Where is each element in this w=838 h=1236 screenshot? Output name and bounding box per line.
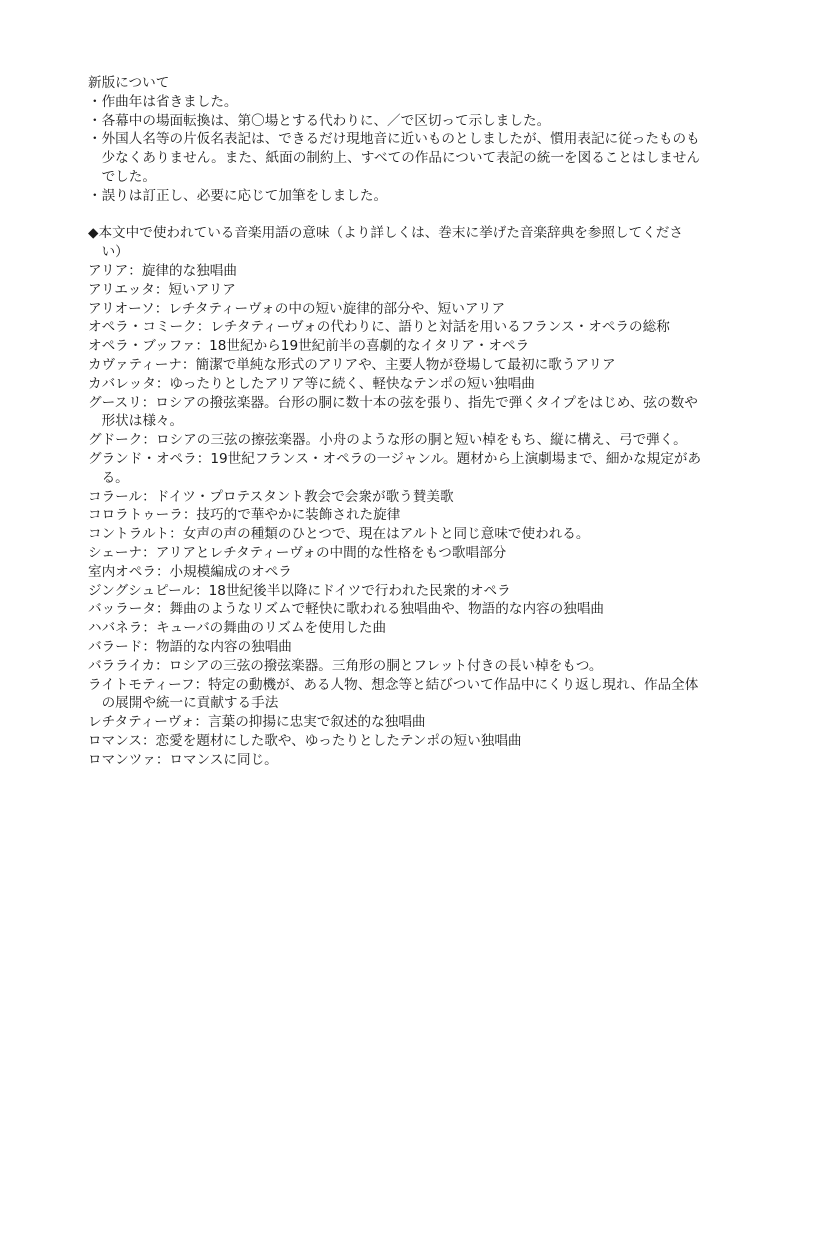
glossary-entry: グランド・オペラ：19世紀フランス・オペラの一ジャンル。題材から上演劇場まで、細かな規定がある。 — [88, 450, 702, 486]
document-page — [88, 74, 703, 769]
glossary-entry: バッラータ：舞曲のようなリズムで軽快に歌われる独唱曲や、物語的な内容の独唱曲 — [88, 601, 605, 618]
glossary-entry: ロマンツァ：ロマンスに同じ。 — [88, 751, 278, 768]
glossary-entry: グドーク：ロシアの三弦の擦弦楽器。小舟のような形の胴と短い棹をもち、縦に構え、弓で弾く。 — [88, 432, 687, 449]
glossary-entry: シェーナ：アリアとレチタティーヴォの中間的な性格をもつ歌唱部分 — [88, 544, 507, 561]
section-spacer — [88, 206, 703, 225]
glossary-entry: 室内オペラ：小規模編成のオペラ — [88, 563, 292, 580]
glossary-entry: ライトモティーフ：特定の動機が、ある人物、想念等と結びついて作品中にくり返し現れ、作品全体の展開や統一に貢献する手法 — [88, 676, 699, 712]
glossary-entry: コロラトゥーラ：技巧的で華やかに装飾された旋律 — [88, 507, 401, 524]
glossary-entry: ロマンス：恋愛を題材にした歌や、ゆったりとしたテンポの短い独唱曲 — [88, 732, 522, 749]
glossary-list — [88, 262, 703, 770]
glossary-entry: オペラ・コミーク：レチタティーヴォの代わりに、語りと対話を用いるフランス・オペラの総称 — [88, 319, 670, 336]
glossary-entry: レチタティーヴォ：言葉の抑揚に忠実で叙述的な独唱曲 — [88, 714, 426, 731]
list-item: ・各幕中の場面転換は、第〇場とする代わりに、／で区切って示しました。 — [88, 112, 551, 129]
list-item: ・外国人名等の片仮名表記は、できるだけ現地音に近いものとしましたが、慣用表記に従ったものも少なくありません。また、紙面の制約上、すべての作品について表記の統一を図ることはしませんでした。 — [88, 131, 700, 185]
glossary-entry: アリオーソ：レチタティーヴォの中の短い旋律的部分や、短いアリア — [88, 300, 506, 317]
glossary-entry: ジングシュピール：18世紀後半以降にドイツで行われた民衆的オペラ — [88, 582, 511, 599]
notes-list — [88, 93, 703, 206]
list-item: ・作曲年は省きました。 — [88, 93, 238, 110]
glossary-entry: オペラ・ブッファ：18世紀から19世紀前半の喜劇的なイタリア・オペラ — [88, 338, 530, 355]
glossary-entry: コラール：ドイツ・プロテスタント教会で会衆が歌う賛美歌 — [88, 488, 454, 505]
glossary-heading: ◆本文中で使われている音楽用語の意味（より詳しくは、巻末に挙げた音楽辞典を参照してください） — [88, 225, 683, 261]
notes-title: 新版について — [88, 75, 170, 91]
glossary-entry: アリア：旋律的な独唱曲 — [88, 262, 237, 279]
glossary-entry: ハバネラ：キューバの舞曲のリズムを使用した曲 — [88, 620, 387, 637]
list-item: ・誤りは訂正し、必要に応じて加筆をしました。 — [88, 187, 388, 204]
glossary-entry: カバレッタ：ゆったりとしたアリア等に続く、軽快なテンポの短い独唱曲 — [88, 375, 535, 392]
glossary-entry: カヴァティーナ：簡潔で単純な形式のアリアや、主要人物が登場して最初に歌うアリア — [88, 356, 616, 373]
glossary-entry: アリエッタ：短いアリア — [88, 281, 236, 298]
glossary-entry: グースリ：ロシアの撥弦楽器。台形の胴に数十本の弦を張り、指先で弾くタイプをはじめ、弦の数や形状は様々。 — [88, 394, 698, 430]
glossary-entry: コントラルト：女声の声の種類のひとつで、現在はアルトと同じ意味で使われる。 — [88, 526, 590, 543]
glossary-entry: バラード：物語的な内容の独唱曲 — [88, 638, 292, 655]
glossary-entry: バラライカ：ロシアの三弦の撥弦楽器。三角形の胴とフレット付きの長い棹をもつ。 — [88, 657, 603, 674]
